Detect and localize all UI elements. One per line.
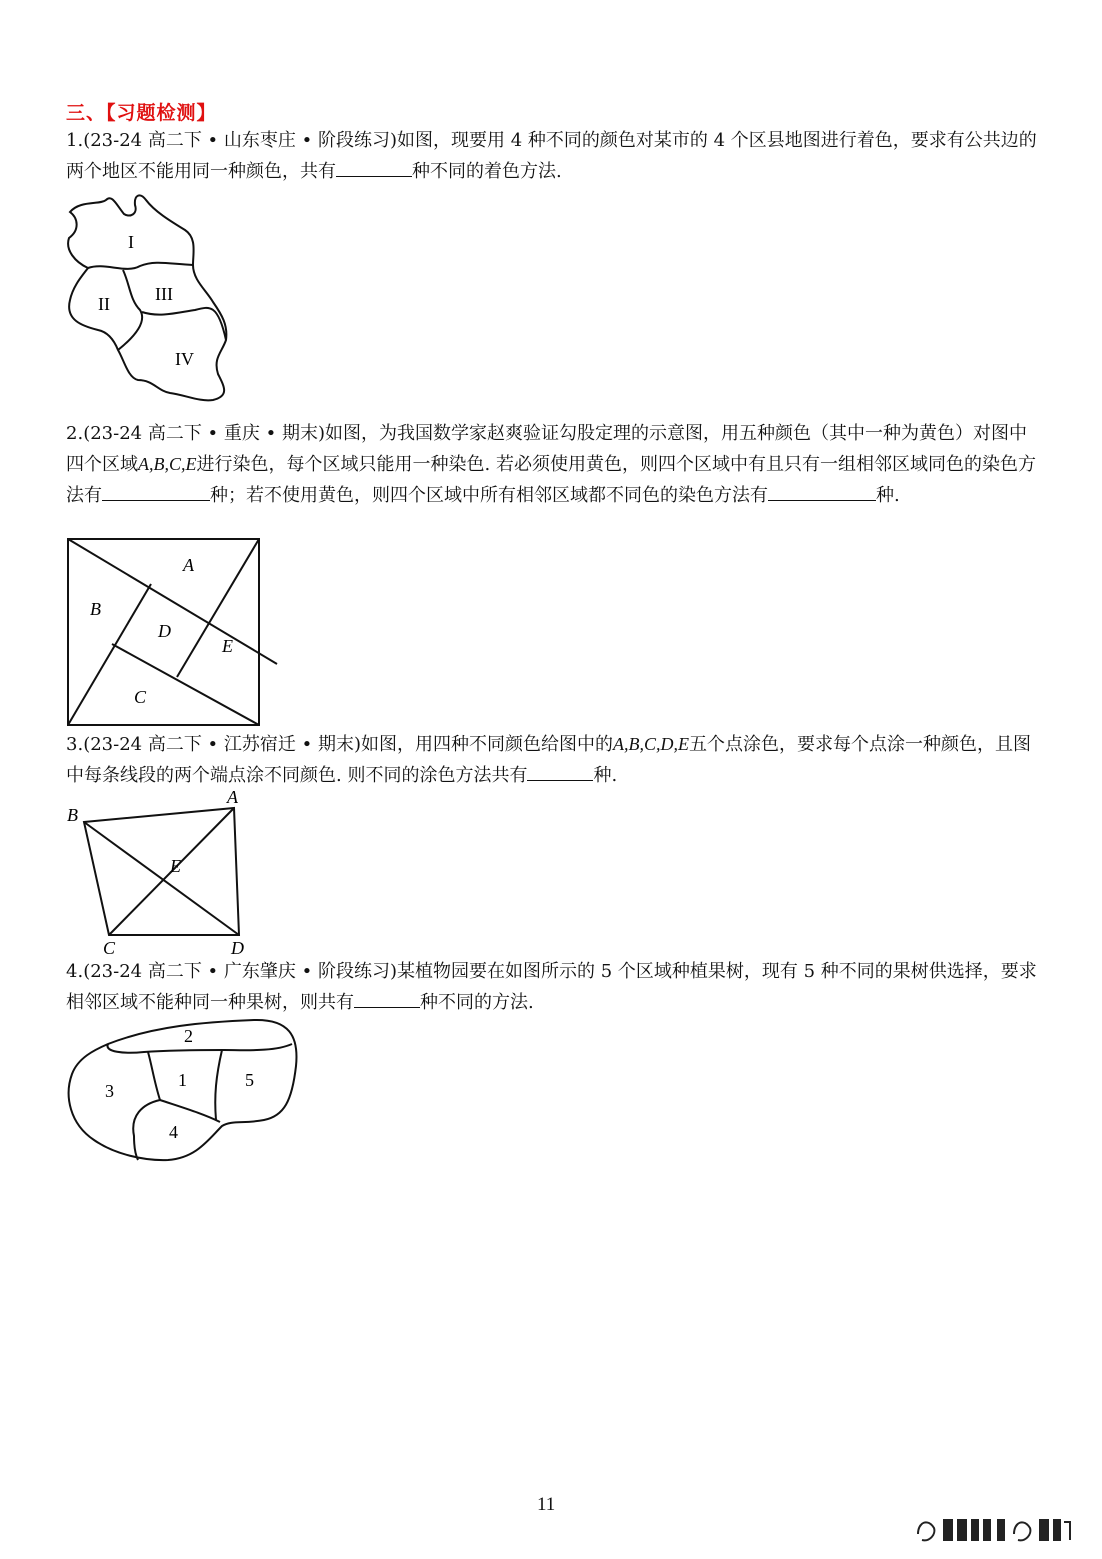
q2-line-c <box>112 644 259 725</box>
q2-label-e: E <box>222 636 233 656</box>
q3-text-b: 五个点涂色，要求每个点涂一种颜色，且图中每条线段的两个端点涂不同颜色. 则不同的涂色方法共有 <box>66 734 1031 786</box>
q1-label-1: I <box>128 232 134 252</box>
watermark-logo <box>914 1514 1074 1546</box>
q4-source: (23-24 高二下 • 广东肇庆 • 阶段练习) <box>83 961 397 982</box>
q2-label-a: A <box>183 555 194 575</box>
q1-border-i <box>88 263 193 269</box>
q2-label-b: B <box>90 599 101 619</box>
q1-source: (23-24 高二下 • 山东枣庄 • 阶段练习) <box>83 130 397 151</box>
q1-label-4: IV <box>175 349 194 369</box>
q4-label-3: 3 <box>105 1081 114 1101</box>
section-title: 三、【习题检测】 <box>66 102 217 124</box>
question-4 <box>66 957 1041 1018</box>
q1-map-outline <box>68 195 226 400</box>
page-number: 11 <box>537 1494 556 1515</box>
q4-border-1-4 <box>160 1100 220 1122</box>
q2-number: 2. <box>66 423 84 444</box>
q2-text-b: 进行染色，每个区域只能用一种染色. 若必须使用黄色，则四个区域中有且只有一组相邻区域同色的染色方法有 <box>66 454 1036 506</box>
q2-text-c: 种；若不使用黄色，则四个区域中所有相邻区域都不同色的染色方法有 <box>210 485 768 506</box>
q3-line-be <box>84 822 239 935</box>
q3-source: (23-24 高二下 • 江苏宿迁 • 期末) <box>83 734 361 755</box>
q4-border-2 <box>107 1044 292 1053</box>
q4-label-2: 2 <box>184 1026 193 1046</box>
q1-label-3: III <box>155 284 173 304</box>
q1-border-iv <box>142 308 226 340</box>
q4-text-a: 某植物园要在如图所示的 5 个区域种植果树，现有 5 种不同的果树供选择，要求相邻区域不能种同一种果树，则共有 <box>66 961 1037 1013</box>
q2-label-d: D <box>158 621 171 641</box>
q1-text-b: 种不同的着色方法. <box>412 161 562 182</box>
q4-garden-outline <box>69 1020 297 1160</box>
question-1 <box>66 126 1041 187</box>
q4-text-b: 种不同的方法. <box>420 992 534 1013</box>
q1-label-2: II <box>98 294 110 314</box>
q4-number: 4. <box>66 961 84 982</box>
q2-answer-blank-1 <box>102 480 210 501</box>
q3-math-points: A,B,C,D,E <box>612 734 689 754</box>
q4-garden-figure <box>64 1016 300 1168</box>
q1-map-figure <box>60 190 240 415</box>
question-2 <box>66 419 1041 511</box>
q4-label-4: 4 <box>169 1122 178 1142</box>
q2-source: (23-24 高二下 • 重庆 • 期末) <box>83 423 325 444</box>
q3-text-a: 如图，用四种不同颜色给图中的 <box>360 734 613 755</box>
q2-answer-blank-2 <box>768 480 876 501</box>
q4-border-1-3 <box>148 1052 160 1100</box>
q3-label-b: B <box>67 805 78 825</box>
q2-zhaoshuang-figure <box>66 537 262 727</box>
q2-math-regions: A,B,C,E <box>138 454 197 474</box>
q4-label-5: 5 <box>245 1070 254 1090</box>
q3-answer-blank <box>527 760 593 781</box>
q3-label-a: A <box>227 787 238 807</box>
q3-number: 3. <box>66 734 84 755</box>
question-3 <box>66 729 1041 791</box>
q4-answer-blank <box>354 987 420 1008</box>
q4-border-1-5 <box>215 1050 222 1120</box>
q2-text-a: 如图，为我国数学家赵爽验证勾股定理的示意图，用五种颜色（其中一种为黄色）对图中四个区域 <box>66 423 1027 475</box>
q1-border-ii-iii <box>118 270 142 350</box>
q1-text-a: 如图，现要用 4 种不同的颜色对某市的 4 个区县地图进行着色，要求有公共边的两个地区不能用同一种颜色，共有 <box>66 130 1037 182</box>
q4-label-1: 1 <box>178 1070 187 1090</box>
q1-answer-blank <box>336 156 412 177</box>
q3-label-e: E <box>170 856 181 876</box>
q3-label-d: D <box>231 938 244 958</box>
q3-graph-figure <box>64 788 264 960</box>
q1-number: 1. <box>66 130 84 151</box>
q2-text-d: 种. <box>876 485 900 506</box>
q4-border-3-4 <box>133 1100 160 1160</box>
q3-text-c: 种. <box>593 765 618 786</box>
q3-label-c: C <box>103 938 116 958</box>
q2-label-c: C <box>134 687 147 707</box>
